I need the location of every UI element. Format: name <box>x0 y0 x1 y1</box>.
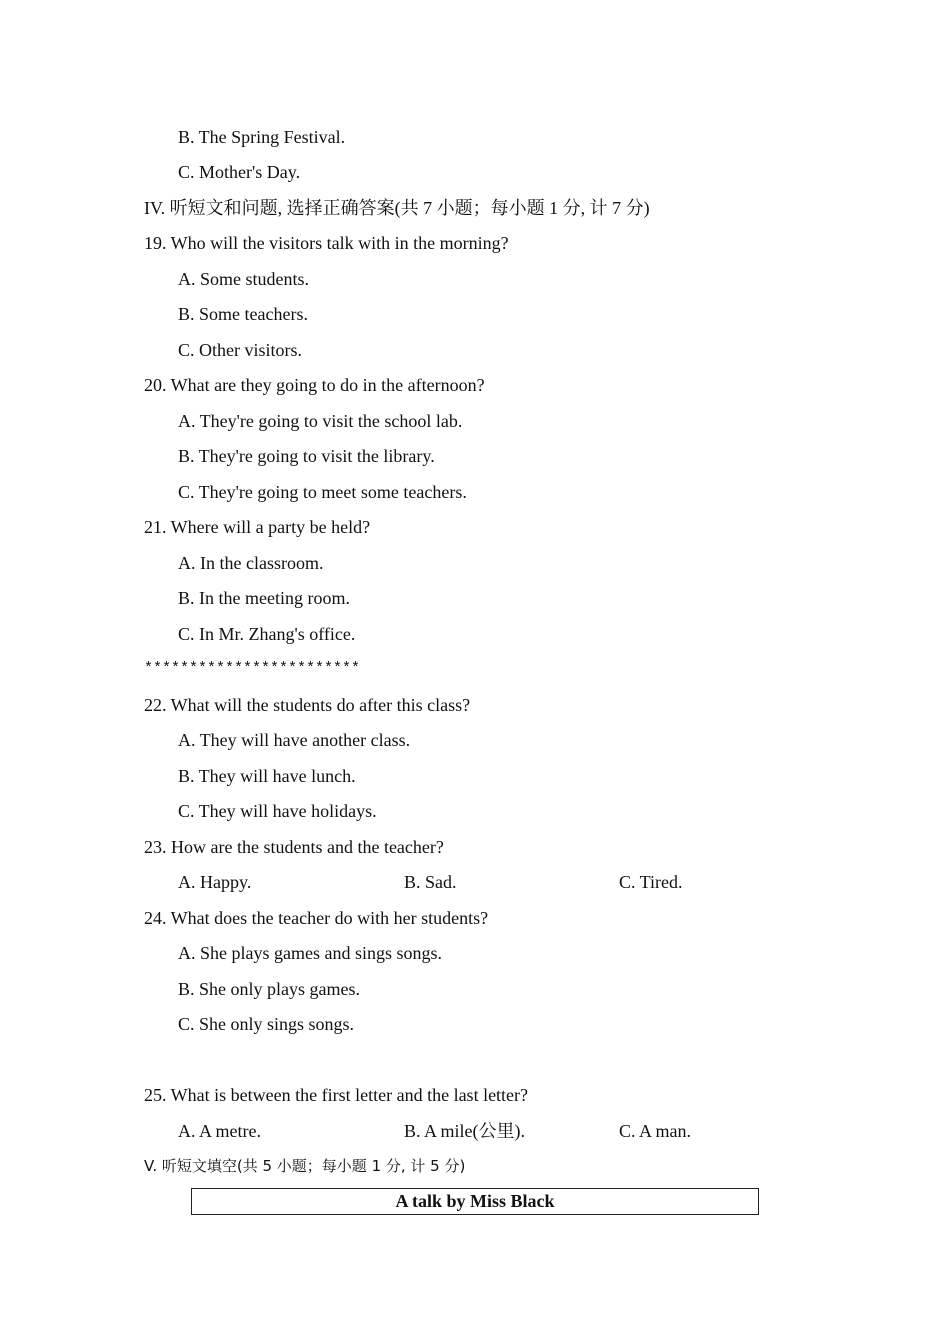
q20-option-c: C. They're going to meet some teachers. <box>178 482 467 502</box>
q21-option-b: B. In the meeting room. <box>178 588 350 608</box>
q19-option-a: A. Some students. <box>178 269 310 289</box>
q23-option-a: A. Happy. <box>178 872 252 892</box>
section-5-heading: V. 听短文填空(共 5 小题；每小题 1 分, 计 5 分) <box>144 1157 466 1175</box>
question-23: 23. How are the students and the teacher? <box>144 837 444 857</box>
q22-option-a: A. They will have another class. <box>178 730 411 750</box>
talk-table-title: A talk by Miss Black <box>191 1188 759 1215</box>
q24-option-a: A. She plays games and sings songs. <box>178 943 442 963</box>
question-20: 20. What are they going to do in the afternoon? <box>144 375 485 395</box>
q19-option-c: C. Other visitors. <box>178 340 302 360</box>
q24-option-b: B. She only plays games. <box>178 979 360 999</box>
question-24: 24. What does the teacher do with her students? <box>144 908 489 928</box>
q19-option-b: B. Some teachers. <box>178 304 308 324</box>
prev-option-b: B. The Spring Festival. <box>178 127 346 147</box>
q21-option-c: C. In Mr. Zhang's office. <box>178 624 356 644</box>
q22-option-c: C. They will have holidays. <box>178 801 377 821</box>
question-21: 21. Where will a party be held? <box>144 517 371 537</box>
separator-stars: ************************ <box>144 660 361 677</box>
q25-option-a: A. A metre. <box>178 1121 261 1141</box>
q24-option-c: C. She only sings songs. <box>178 1014 355 1034</box>
q23-option-b: B. Sad. <box>404 872 457 892</box>
q21-option-a: A. In the classroom. <box>178 553 324 573</box>
prev-option-c: C. Mother's Day. <box>178 162 301 182</box>
q25-option-b: B. A mile(公里). <box>404 1121 525 1141</box>
question-19: 19. Who will the visitors talk with in the morning? <box>144 233 509 253</box>
q20-option-a: A. They're going to visit the school lab. <box>178 411 463 431</box>
q23-option-c: C. Tired. <box>619 872 683 892</box>
q20-option-b: B. They're going to visit the library. <box>178 446 435 466</box>
q22-option-b: B. They will have lunch. <box>178 766 356 786</box>
section-4-heading: IV. 听短文和问题, 选择正确答案(共 7 小题；每小题 1 分, 计 7 分) <box>144 198 650 218</box>
q25-option-c: C. A man. <box>619 1121 692 1141</box>
question-25: 25. What is between the first letter and the last letter? <box>144 1085 529 1105</box>
question-22: 22. What will the students do after this class? <box>144 695 471 715</box>
